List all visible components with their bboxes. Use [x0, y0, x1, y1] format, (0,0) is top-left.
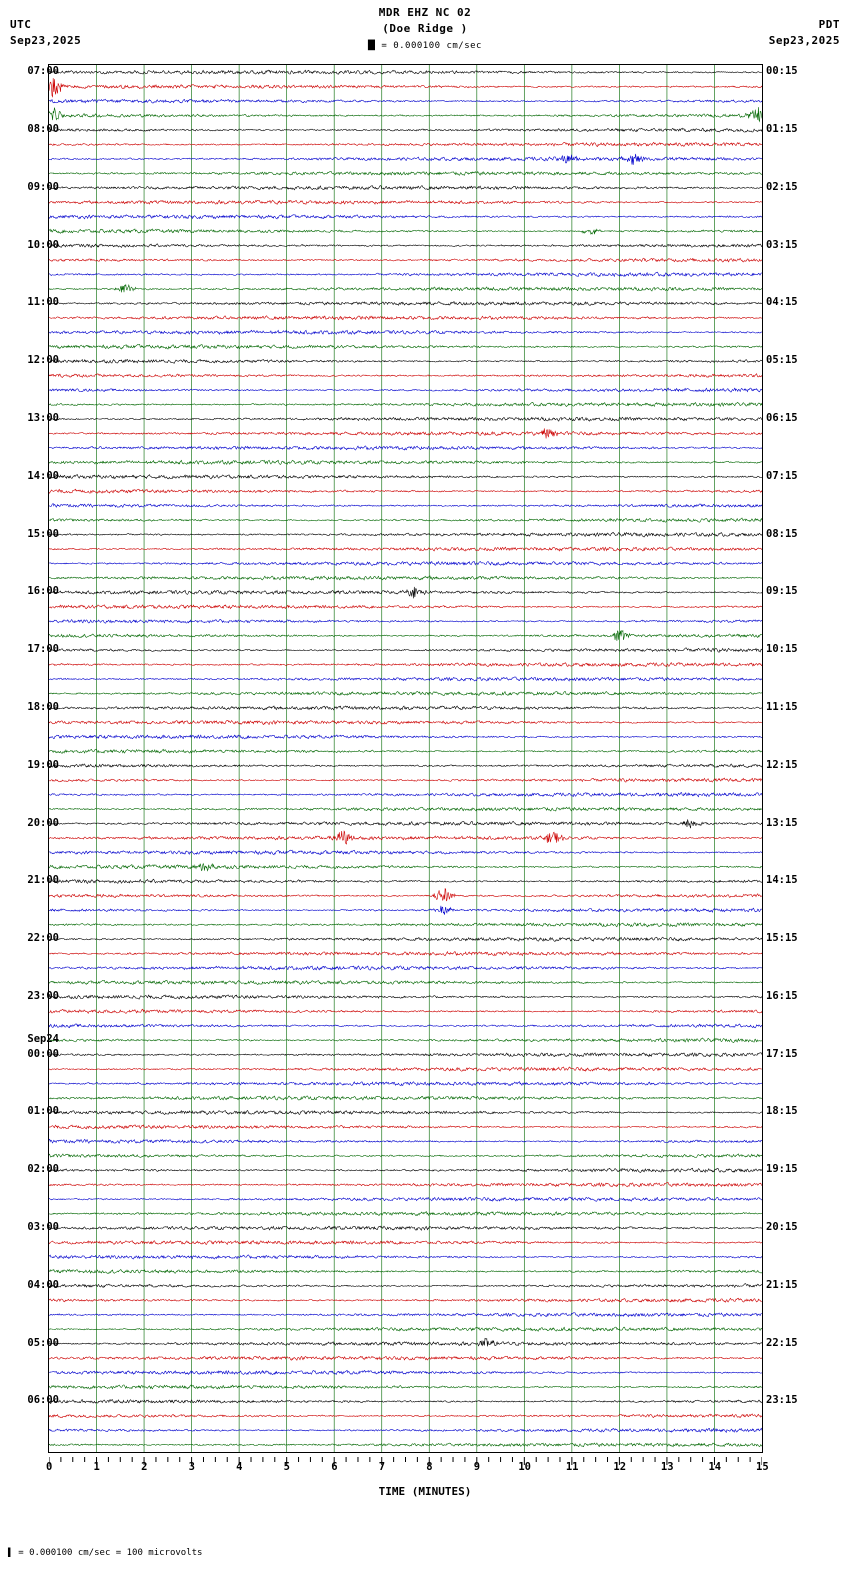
x-tick-label: 14 [708, 1461, 722, 1473]
trace-line [49, 128, 762, 132]
trace-line [49, 244, 762, 248]
trace-line [49, 764, 762, 767]
utc-date-label: Sep23,2025 [10, 34, 82, 47]
x-tick-label: 10 [518, 1461, 531, 1473]
trace-line [49, 215, 762, 219]
trace-line [49, 677, 762, 681]
trace-line [49, 587, 762, 598]
trace-line [49, 475, 762, 479]
seismogram-canvas [49, 65, 762, 1452]
time-label-pdt: 14:15 [766, 874, 798, 887]
time-label-utc: 01:00 [27, 1105, 59, 1118]
trace-line [49, 345, 762, 350]
trace-line [49, 995, 762, 999]
time-label-pdt: 02:15 [766, 180, 798, 193]
trace-line [49, 504, 762, 508]
time-label-utc: 03:00 [27, 1221, 59, 1234]
trace-line [49, 460, 762, 464]
x-tick-label: 6 [331, 1461, 338, 1473]
time-label-utc: 05:00 [27, 1336, 59, 1349]
trace-line [49, 831, 762, 844]
trace-line [49, 1067, 762, 1071]
time-label-pdt: 12:15 [766, 758, 798, 771]
trace-line [49, 923, 762, 927]
trace-line [49, 316, 762, 320]
time-label-utc: 18:00 [27, 700, 59, 713]
footer-scale-note: ▌ = 0.000100 cm/sec = 100 microvolts [8, 1548, 203, 1558]
scale-bar-note: █ = 0.000100 cm/sec [368, 41, 482, 51]
time-label-pdt: 03:15 [766, 238, 798, 251]
time-label-utc: 02:00 [27, 1163, 59, 1176]
trace-line [49, 749, 762, 753]
trace-line [49, 605, 762, 609]
x-tick-label: 15 [756, 1461, 769, 1473]
trace-line [49, 648, 762, 652]
trace-line [49, 663, 762, 667]
trace-line [49, 1053, 762, 1057]
time-label-pdt: 10:15 [766, 643, 798, 656]
time-label-utc: 17:00 [27, 643, 59, 656]
time-label-pdt: 11:15 [766, 700, 798, 713]
time-label-utc: 23:00 [27, 989, 59, 1002]
trace-line [49, 107, 762, 121]
trace-line [49, 980, 762, 984]
x-tick-label: 7 [378, 1461, 386, 1473]
trace-line [49, 620, 762, 624]
utc-timezone-label: UTC [10, 18, 32, 31]
x-tick-label: 5 [283, 1461, 290, 1473]
pdt-date-label: Sep23,2025 [768, 34, 840, 47]
trace-line [49, 850, 762, 855]
trace-line [49, 706, 762, 710]
trace-line [49, 1212, 762, 1216]
trace-line [49, 778, 762, 782]
trace-line [49, 402, 762, 406]
trace-line [49, 374, 762, 378]
time-label-utc: 19:00 [27, 758, 59, 771]
time-label-utc: Sep24 [27, 1033, 59, 1046]
trace-line [49, 142, 762, 146]
time-label-utc: 16:00 [27, 585, 59, 598]
trace-line [49, 1183, 762, 1187]
time-label-utc: 14:00 [27, 469, 59, 482]
trace-line [49, 691, 762, 695]
trace-line [49, 1024, 762, 1028]
trace-line [49, 518, 762, 522]
time-label-pdt: 07:15 [766, 469, 798, 482]
trace-line [49, 70, 762, 74]
trace-line [49, 547, 762, 551]
x-tick-label: 9 [473, 1461, 481, 1473]
trace-line [49, 1168, 762, 1172]
x-tick-label: 1 [93, 1461, 100, 1473]
trace-line [49, 576, 762, 580]
trace-line [49, 819, 762, 828]
trace-line [49, 172, 762, 176]
time-label-pdt: 05:15 [766, 354, 798, 367]
time-label-utc: 06:00 [27, 1394, 59, 1407]
time-label-pdt: 23:15 [766, 1394, 798, 1407]
pdt-timezone-label: PDT [818, 18, 840, 31]
time-label-utc: 00:00 [27, 1047, 59, 1060]
trace-line [49, 388, 762, 392]
trace-line [49, 78, 762, 97]
x-tick-label: 12 [613, 1461, 627, 1473]
trace-line [49, 1082, 762, 1086]
time-label-utc: 04:00 [27, 1278, 59, 1291]
time-label-pdt: 19:15 [766, 1163, 798, 1176]
x-tick-label: 3 [188, 1461, 195, 1473]
trace-line [49, 417, 762, 421]
trace-line [49, 360, 762, 364]
time-label-utc: 20:00 [27, 816, 59, 829]
time-label-utc: 08:00 [27, 123, 59, 136]
trace-line [49, 1385, 762, 1389]
trace-line [49, 1443, 762, 1447]
trace-line [49, 1125, 762, 1129]
trace-line [49, 906, 762, 915]
trace-line [49, 864, 762, 871]
time-label-utc: 11:00 [27, 296, 59, 309]
trace-line [49, 1338, 762, 1346]
x-tick-label: 4 [236, 1461, 243, 1473]
trace-line [49, 966, 762, 970]
trace-line [49, 1298, 762, 1302]
trace-line [49, 1154, 762, 1158]
trace-line [49, 186, 762, 190]
trace-line [49, 1096, 762, 1100]
trace-line [49, 879, 762, 883]
x-tick-label: 13 [660, 1461, 674, 1473]
time-label-pdt: 09:15 [766, 585, 798, 598]
trace-line [49, 1414, 762, 1418]
x-tick-label: 11 [565, 1461, 579, 1473]
time-label-utc: 10:00 [27, 238, 59, 251]
trace-line [49, 1356, 762, 1360]
time-label-pdt: 13:15 [766, 816, 798, 829]
trace-line [49, 720, 762, 724]
trace-line [49, 446, 762, 450]
time-label-pdt: 00:15 [766, 65, 798, 78]
trace-line [49, 330, 762, 334]
trace-line [49, 1284, 762, 1288]
trace-line [49, 807, 762, 811]
trace-line [49, 1428, 762, 1432]
trace-line [49, 99, 762, 103]
trace-line [49, 1313, 762, 1317]
trace-line [49, 937, 762, 941]
trace-line [49, 1255, 762, 1259]
time-label-pdt: 17:15 [766, 1047, 798, 1060]
helicorder-plot [48, 64, 763, 1453]
x-tick-label: 0 [46, 1461, 53, 1473]
trace-line [49, 793, 762, 797]
trace-line [49, 889, 762, 901]
station-title: MDR EHZ NC 02 [378, 6, 472, 19]
trace-line [49, 532, 762, 537]
time-label-pdt: 20:15 [766, 1221, 798, 1234]
trace-line [49, 1226, 762, 1230]
time-label-utc: 09:00 [27, 180, 59, 193]
trace-line [49, 285, 762, 293]
trace-line [49, 631, 762, 641]
x-axis-ticks [49, 1452, 762, 1462]
time-label-pdt: 21:15 [766, 1278, 798, 1291]
trace-line [49, 302, 762, 306]
trace-line [49, 1327, 762, 1331]
trace-line [49, 1009, 762, 1013]
trace-line [49, 1139, 762, 1143]
time-label-pdt: 18:15 [766, 1105, 798, 1118]
station-subtitle: (Doe Ridge ) [382, 22, 468, 35]
x-axis-title: TIME (MINUTES) [378, 1485, 472, 1498]
trace-line [49, 428, 762, 438]
time-label-pdt: 22:15 [766, 1336, 798, 1349]
time-label-pdt: 04:15 [766, 296, 798, 309]
trace-line [49, 1197, 762, 1201]
trace-line [49, 489, 762, 493]
trace-line [49, 1038, 762, 1043]
trace-line [49, 1400, 762, 1404]
trace-line [49, 229, 762, 234]
trace-line [49, 200, 762, 204]
time-label-utc: 13:00 [27, 411, 59, 424]
trace-line [49, 272, 762, 277]
time-label-utc: 07:00 [27, 65, 59, 78]
time-label-pdt: 15:15 [766, 932, 798, 945]
x-tick-label: 8 [426, 1461, 433, 1473]
trace-line [49, 735, 762, 739]
time-label-utc: 21:00 [27, 874, 59, 887]
trace-line [49, 1111, 762, 1115]
x-tick-label: 2 [141, 1461, 148, 1473]
time-label-utc: 12:00 [27, 354, 59, 367]
trace-line [49, 258, 762, 262]
time-label-utc: 22:00 [27, 932, 59, 945]
trace-line [49, 1370, 762, 1374]
time-label-pdt: 01:15 [766, 123, 798, 136]
time-label-pdt: 06:15 [766, 411, 798, 424]
time-label-utc: 15:00 [27, 527, 59, 540]
trace-line [49, 952, 762, 956]
trace-line [49, 154, 762, 165]
trace-line [49, 1270, 762, 1274]
trace-line [49, 1241, 762, 1245]
time-label-pdt: 16:15 [766, 989, 798, 1002]
trace-line [49, 561, 762, 565]
time-label-pdt: 08:15 [766, 527, 798, 540]
